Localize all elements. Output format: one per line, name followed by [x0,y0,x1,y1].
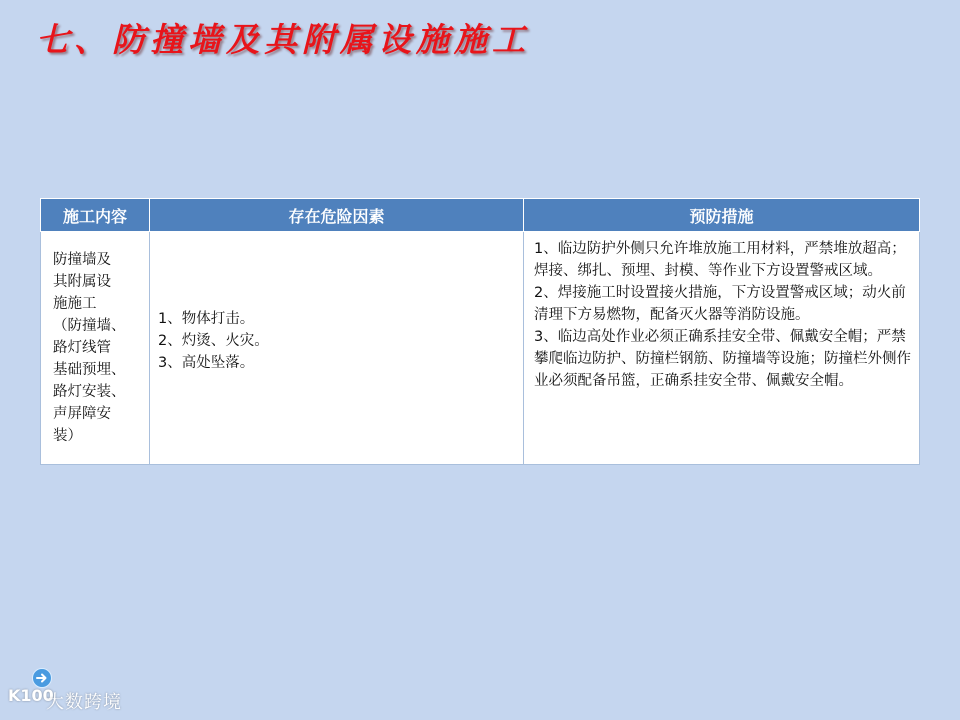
cell-hazard-factors [150,232,524,465]
content-line: 装） [53,428,82,444]
content-line: 防撞墙及 [53,252,111,268]
measure-item: 2、焊接施工时设置接火措施，下方设置警戒区域；动火前清理下方易燃物，配备灭火器等消防设施。 [534,285,906,323]
measure-item: 3、临边高处作业必须正确系挂安全带、佩戴安全帽；严禁攀爬临边防护、防撞栏钢筋、防撞墙等设施；防撞栏外侧作业必须配备吊篮，正确系挂安全带、佩戴安全帽。 [534,329,911,389]
hazard-item: 1、物体打击。 [158,311,255,327]
slide-title: 七、防撞墙及其附属设施施工 [36,20,530,59]
table-row [41,232,920,465]
watermark-logo [6,668,136,718]
hazard-item: 3、高处坠落。 [158,355,255,371]
content-line: 基础预埋、 [53,362,126,378]
watermark-text: 大数跨境 [46,692,122,713]
cell-preventive-measures [524,232,920,465]
measure-item: 1、临边防护外侧只允许堆放施工用材料，严禁堆放超高；焊接、绑扎、预埋、封模、等作业下方设置警戒区域。 [534,241,906,279]
content-line: 路灯线管 [53,340,111,356]
header-preventive-measures: 预防措施 [524,199,920,232]
hazard-item: 2、灼烫、火灾。 [158,333,269,349]
header-construction-content: 施工内容 [41,199,150,232]
content-line: 声屏障安 [53,406,111,422]
header-hazard-factors: 存在危险因素 [150,199,524,232]
content-line: （防撞墙、 [53,318,126,334]
arrow-right-circle-icon [32,668,52,688]
watermark-mark: K100 [8,686,54,705]
content-line: 路灯安装、 [53,384,126,400]
content-line: 施施工 [53,296,97,312]
cell-construction-content [41,232,150,465]
risk-table [40,198,920,465]
table-header-row [41,199,920,232]
content-line: 其附属设 [53,274,111,290]
